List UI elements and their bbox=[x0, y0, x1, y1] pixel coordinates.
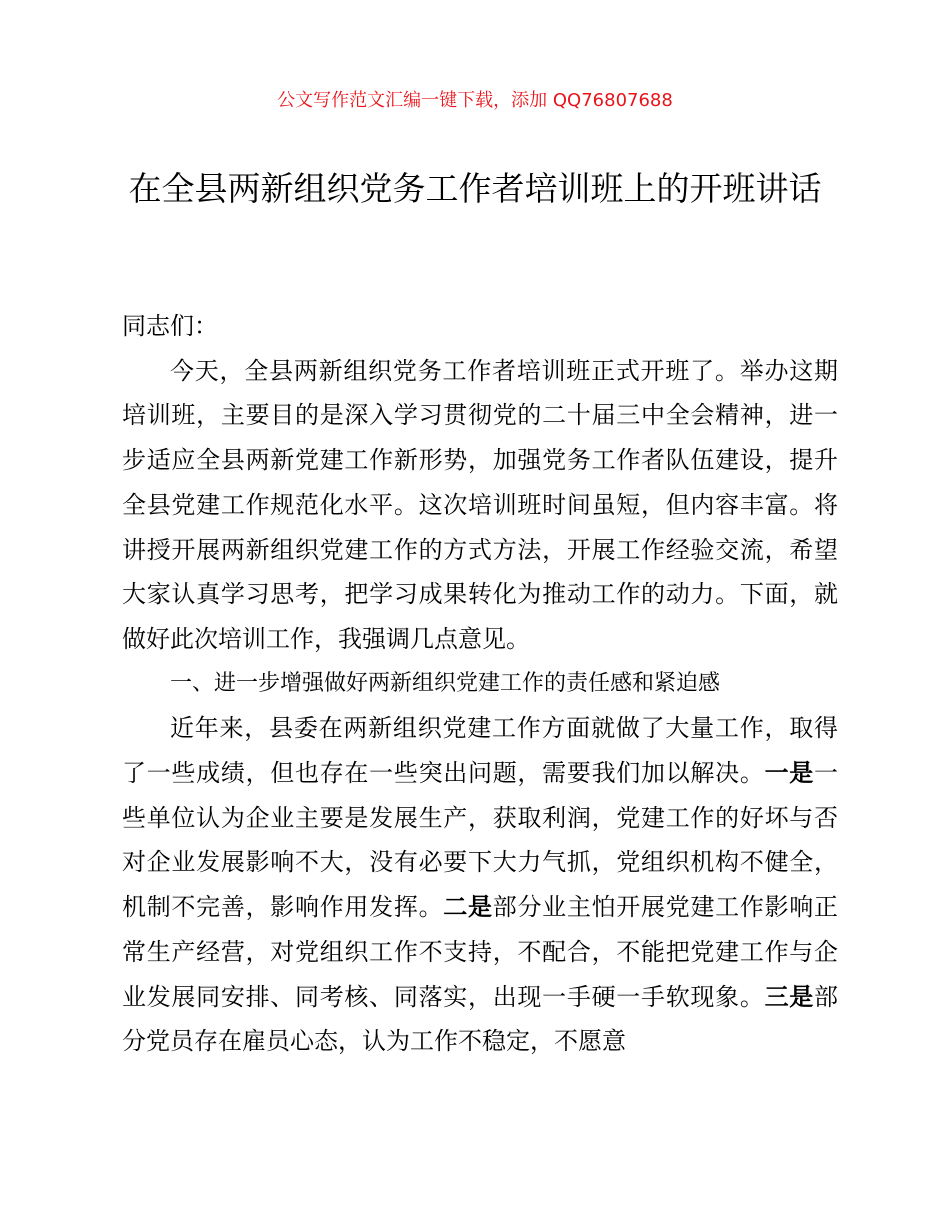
paragraph-intro: 今天，全县两新组织党务工作者培训班正式开班了。举办这期培训班，主要目的是深入学习贯彻党的二十届三中全会精神，进一步适应全县两新党建工作新形势，加强党务工作者队伍建设，提升全县党建工作规范化水平。这次培训班时间虽短，但内容丰富。将讲授开展两新组织党建工作的方式方法，开展工作经验交流，希望大家认真学习思考，把学习成果转化为推动工作的动力。下面，就做好此次培训工作，我强调几点意见。 bbox=[122, 356, 838, 653]
point-2-text: 部分业主怕开展党建工作影响正常生产经营，对党组织工作不支持，不配合，不能把党建工作与企业发展同安排、同考核、同落实，出现一手硬一手软现象。 bbox=[122, 893, 839, 1011]
paragraph-problems bbox=[122, 706, 838, 1064]
point-3-label: 三是 bbox=[764, 982, 815, 1011]
page-title: 在全县两新组织党务工作者培训班上的开班讲话 bbox=[128, 169, 822, 208]
paragraph-problems-intro: 近年来，县委在两新组织党建工作方面就做了大量工作，取得了一些成绩，但也存在一些突出问题，需要我们加以解决。 bbox=[122, 714, 838, 788]
document-body bbox=[122, 304, 838, 1064]
point-2-label: 二是 bbox=[443, 893, 493, 922]
section-heading-1: 一、进一步增强做好两新组织党建工作的责任感和紧迫感 bbox=[170, 670, 721, 696]
point-1-label: 一是 bbox=[764, 759, 815, 788]
download-banner: 公文写作范文汇编一键下载，添加 QQ76807688 bbox=[277, 90, 673, 111]
point-1-text: 一些单位认为企业主要是发展生产，获取利润，党建工作的好坏与否对企业发展影响不大，没有必要下大力气抓，党组织机构不健全，机制不完善，影响作用发挥。 bbox=[122, 759, 839, 922]
point-3-text: 部分党员存在雇员心态，认为工作不稳定，不愿意 bbox=[122, 982, 839, 1056]
salutation: 同志们： bbox=[122, 312, 218, 340]
